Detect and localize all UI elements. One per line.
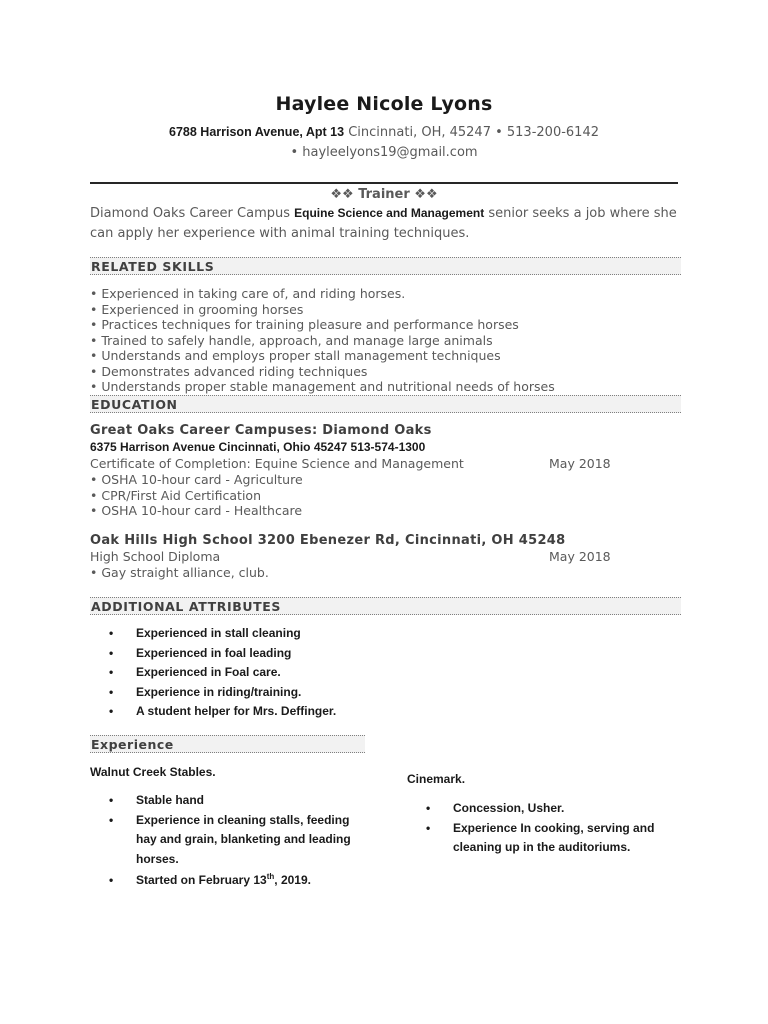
certification-item: • CPR/First Aid Certification	[90, 487, 262, 503]
bullet-icon: •	[109, 704, 114, 718]
certification-list	[90, 472, 303, 519]
certification-item: • OSHA 10-hour card - Agriculture	[90, 472, 303, 487]
job2-duties	[426, 799, 666, 858]
bullet-icon: •	[109, 684, 114, 699]
section-related-skills: RELATED SKILLS	[90, 257, 681, 275]
school-credential: High School Diploma	[90, 549, 221, 564]
skill-item: • Practices techniques for training pleasure and performance horses	[90, 317, 519, 332]
attribute-item: • A student helper for Mrs. Deffinger.	[109, 702, 336, 722]
section-experience: Experience	[90, 735, 365, 753]
skill-item: • Trained to safely handle, approach, and manage large animals	[90, 332, 493, 348]
contact-line	[0, 125, 768, 140]
activity-item: • Gay straight alliance, club.	[90, 565, 269, 580]
candidate-name: Haylee Nicole Lyons	[275, 93, 493, 115]
objective-text-after: senior seeks a job where she can apply her experience with animal training techniques.	[90, 206, 677, 241]
section-education: EDUCATION	[90, 395, 681, 413]
bullet-icon: •	[109, 645, 114, 660]
job-title-walnut-creek: Walnut Creek Stables.	[90, 765, 216, 779]
school-name: Oak Hills High School 3200 Ebenezer Rd, Cincinnati, OH 45248	[90, 533, 566, 548]
attribute-item: • Experience in riding/training.	[109, 683, 336, 703]
job1-duties	[109, 791, 359, 891]
activity-list	[90, 565, 269, 581]
bullet-icon: •	[109, 793, 114, 807]
school-credential: Certificate of Completion: Equine Science and Management	[90, 456, 464, 471]
bullet-icon: •	[426, 801, 431, 815]
skills-list	[90, 286, 555, 395]
school-date: May 2018	[549, 549, 611, 564]
skill-item: • Demonstrates advanced riding techniques	[90, 363, 368, 379]
skill-item: • Understands and employs proper stall management techniques	[90, 348, 501, 363]
attribute-item: • Experienced in stall cleaning	[109, 624, 336, 644]
objective-text-before: Diamond Oaks Career Campus	[90, 206, 295, 221]
skill-item: • Experienced in grooming horses	[90, 301, 304, 317]
city-phone: Cincinnati, OH, 45247 • 513-200-6142	[344, 125, 599, 140]
job-duty-item: • Started on February 13th, 2019.	[109, 871, 359, 891]
attribute-item: • Experienced in foal leading	[109, 644, 336, 664]
header-divider	[90, 182, 678, 184]
objective-title: ❖❖ Trainer ❖❖	[330, 187, 438, 202]
objective-major: Equine Science and Management	[294, 206, 485, 220]
attributes-list	[109, 624, 336, 722]
skill-item: • Experienced in taking care of, and riding horses.	[90, 286, 406, 301]
bullet-icon: •	[109, 665, 114, 679]
job-duty-item: • Experience In cooking, serving and cleaning up in the auditoriums.	[426, 820, 655, 854]
school-date: May 2018	[549, 456, 611, 471]
bullet-icon: •	[109, 812, 114, 827]
section-additional-attributes: ADDITIONAL ATTRIBUTES	[90, 597, 681, 615]
objective-text	[90, 203, 678, 244]
attribute-item: • Experienced in Foal care.	[109, 663, 336, 683]
school-name: Great Oaks Career Campuses: Diamond Oaks	[90, 423, 432, 438]
job-duty-item: • Concession, Usher.	[426, 799, 666, 819]
bullet-icon: •	[109, 626, 114, 640]
bullet-icon: •	[109, 873, 114, 887]
street-address: 6788 Harrison Avenue, Apt 13	[169, 125, 345, 139]
skill-item: • Understands proper stable management and nutritional needs of horses	[90, 379, 555, 394]
job-title-cinemark: Cinemark.	[407, 772, 466, 786]
job-duty-item: • Experience in cleaning stalls, feeding hay and grain, blanketing and leading horses.	[109, 812, 351, 866]
bullet-icon: •	[426, 820, 431, 835]
school-address: 6375 Harrison Avenue Cincinnati, Ohio 45247 513-574-1300	[90, 440, 426, 454]
certification-item: • OSHA 10-hour card - Healthcare	[90, 503, 303, 518]
email-line: • hayleelyons19@gmail.com	[290, 145, 478, 160]
job-duty-item: • Stable hand	[109, 791, 359, 811]
